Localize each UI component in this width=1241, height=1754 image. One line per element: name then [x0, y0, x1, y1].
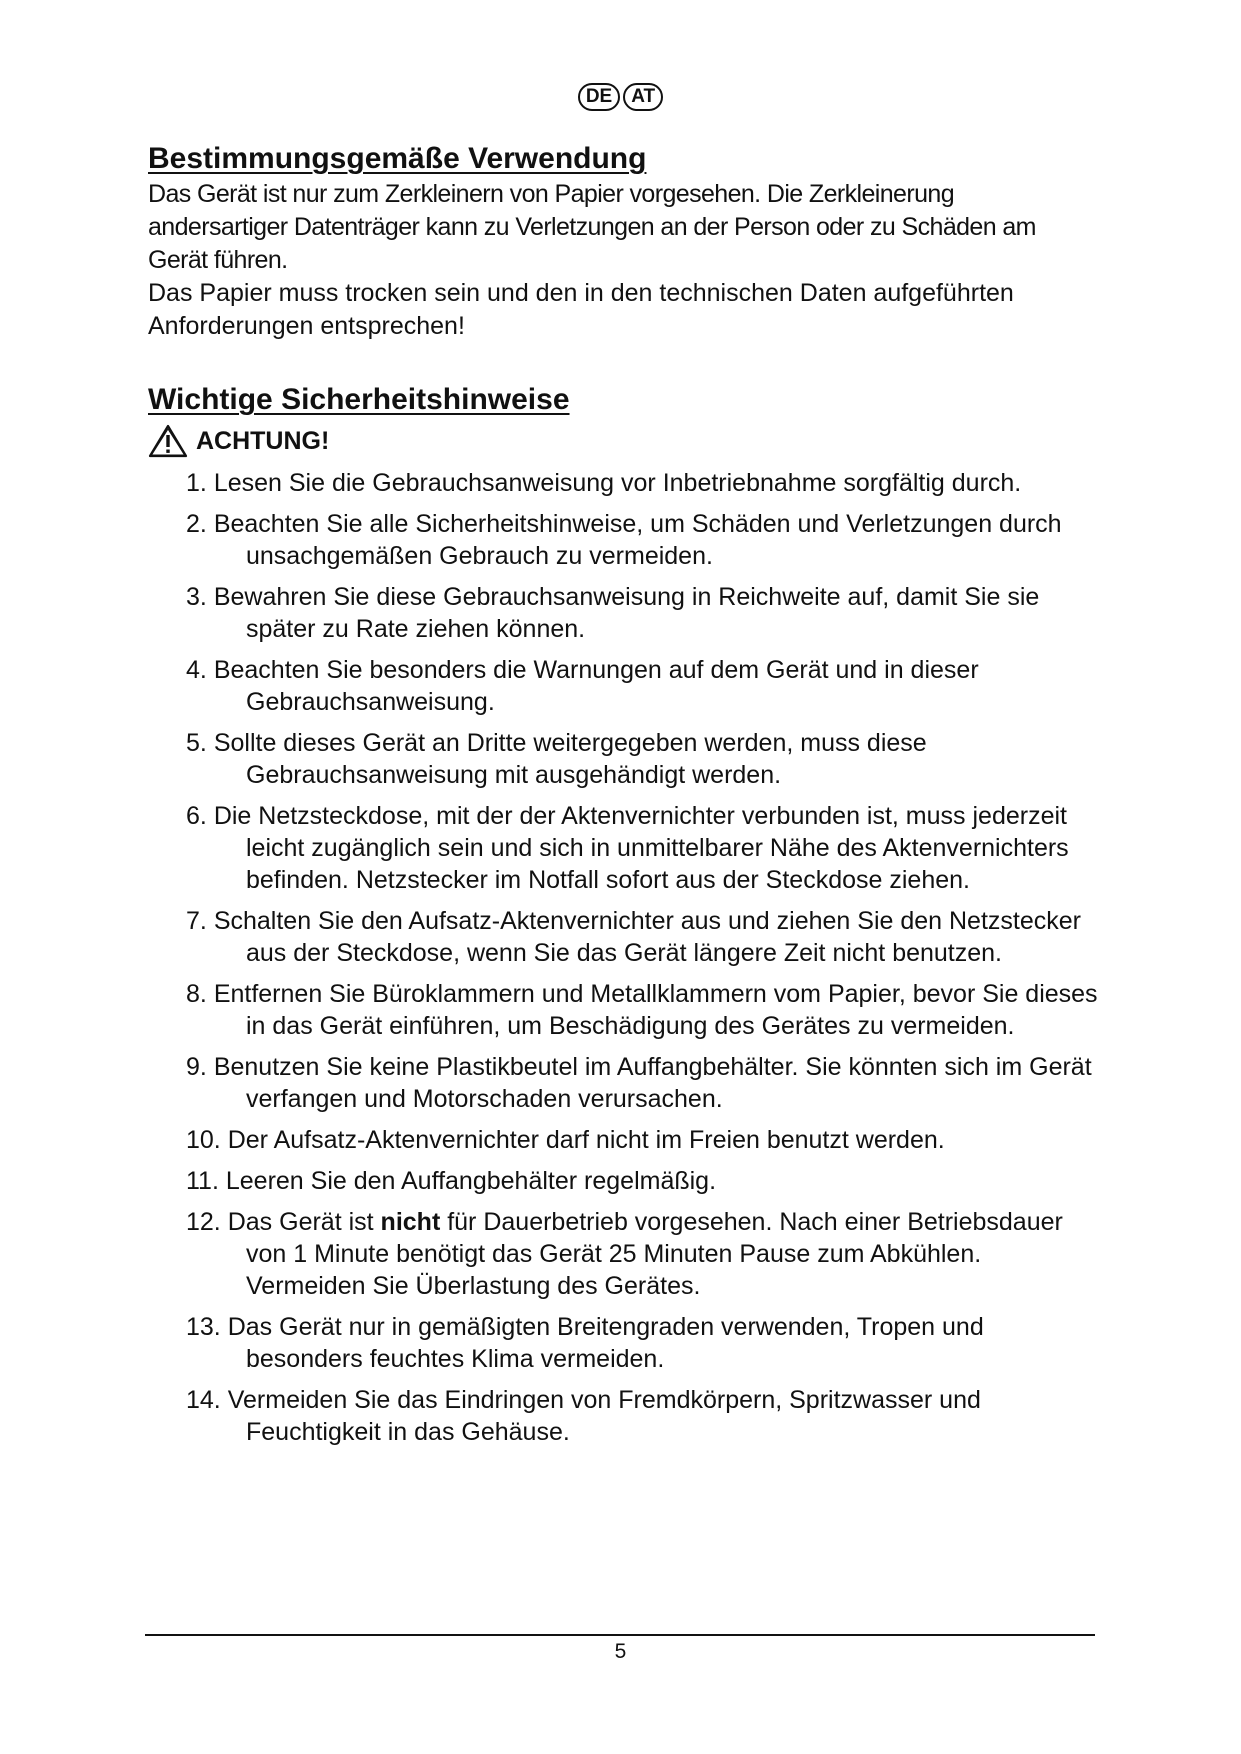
language-badge-at: AT [623, 83, 663, 111]
list-item [148, 727, 1098, 791]
list-item-text-after: für Dauerbetrieb vorgesehen. Nach einer Betriebsdauer von 1 Minute benötigt das Gerät 25 Minuten Pause zum Abkühlen. Vermeiden Sie Überlastung des Gerätes. [246, 1208, 1063, 1300]
list-item [148, 1206, 1098, 1302]
list-item-number: 10. [186, 1126, 221, 1154]
list-item-number: 2. [186, 510, 207, 538]
warning-triangle-icon [148, 423, 188, 459]
list-item [148, 905, 1098, 969]
list-item-number: 7. [186, 907, 207, 935]
list-item [148, 581, 1098, 645]
list-item [148, 1051, 1098, 1115]
list-item-number: 5. [186, 729, 207, 757]
intended-use-paragraph-1: Das Gerät ist nur zum Zerkleinern von Papier vorgesehen. Die Zerkleinerung andersartiger Datenträger kann zu Verletzungen an der Person oder zu Schäden am Gerät führen. [148, 180, 1036, 274]
list-item-text: Entfernen Sie Büroklammern und Metallklammern vom Papier, bevor Sie dieses in das Gerät einführen, um Beschädigung des Gerätes zu vermeiden. [213, 980, 1098, 1040]
list-item-text: Das Gerät nur in gemäßigten Breitengraden verwenden, Tropen und besonders feuchtes Klima vermeiden. [227, 1313, 984, 1373]
page-number: 5 [614, 1640, 627, 1663]
list-item [148, 1165, 1098, 1197]
list-item-text: Leeren Sie den Auffangbehälter regelmäßig. [225, 1167, 717, 1195]
list-item-number: 13. [186, 1313, 221, 1341]
list-item-text: Die Netzsteckdose, mit der der Aktenvernichter verbunden ist, muss jederzeit leicht zugänglich sein und sich in unmittelbarer Nähe des Aktenvernichters befinden. Netzstecker im Notfall sofort aus der Steckdose ziehen. [213, 802, 1069, 894]
list-item-text [228, 1208, 1063, 1300]
list-item [148, 978, 1098, 1042]
list-item-text: Sollte dieses Gerät an Dritte weitergegeben werden, muss diese Gebrauchsanweisung mit ausgehändigt werden. [213, 729, 927, 789]
list-item-number: 3. [186, 583, 207, 611]
language-badges [0, 83, 1241, 111]
intended-use-paragraph-2: Das Papier muss trocken sein und den in den technischen Daten aufgeführten Anforderungen entsprechen! [148, 279, 1014, 340]
list-item-number: 1. [186, 469, 207, 497]
language-badge-de: DE [578, 83, 620, 111]
list-item-text: Vermeiden Sie das Eindringen von Fremdkörpern, Spritzwasser und Feuchtigkeit in das Gehäuse. [227, 1386, 981, 1446]
list-item [148, 508, 1098, 572]
safety-section [148, 381, 1098, 1448]
footer-divider [145, 1634, 1095, 1636]
list-item-text-bold: nicht [380, 1208, 441, 1236]
list-item [148, 1124, 1098, 1156]
list-item-number: 6. [186, 802, 207, 830]
list-item-number: 4. [186, 656, 207, 684]
list-item [148, 800, 1098, 896]
list-item-text: Bewahren Sie diese Gebrauchsanweisung in Reichweite auf, damit Sie sie später zu Rate ziehen können. [213, 583, 1040, 643]
warning-callout [148, 423, 1098, 459]
list-item-number: 9. [186, 1053, 207, 1081]
safety-heading: Wichtige Sicherheitshinweise [148, 383, 570, 416]
warning-label: ACHTUNG! [196, 427, 330, 455]
list-item-number: 11. [186, 1167, 219, 1195]
list-item-text: Der Aufsatz-Aktenvernichter darf nicht im Freien benutzt werden. [227, 1126, 945, 1154]
list-item-text: Beachten Sie alle Sicherheitshinweise, um Schäden und Verletzungen durch unsachgemäßen Gebrauch zu vermeiden. [213, 510, 1062, 570]
list-item-text: Schalten Sie den Aufsatz-Aktenvernichter aus und ziehen Sie den Netzstecker aus der Steckdose, wenn Sie das Gerät längere Zeit nicht benutzen. [213, 907, 1081, 967]
safety-rules-list [148, 467, 1098, 1448]
list-item [148, 1311, 1098, 1375]
main-content [148, 140, 1098, 1457]
list-item [148, 1384, 1098, 1448]
list-item-text-before: Das Gerät ist [227, 1208, 381, 1236]
list-item-number: 8. [186, 980, 207, 1008]
intended-use-section [148, 140, 1098, 343]
list-item-number: 12. [186, 1208, 221, 1236]
list-item [148, 467, 1098, 499]
intended-use-heading: Bestimmungsgemäße Verwendung [148, 142, 647, 175]
list-item-number: 14. [186, 1386, 221, 1414]
list-item-text: Benutzen Sie keine Plastikbeutel im Auffangbehälter. Sie könnten sich im Gerät verfangen und Motorschaden verursachen. [213, 1053, 1092, 1113]
list-item-text: Lesen Sie die Gebrauchsanweisung vor Inbetriebnahme sorgfältig durch. [213, 469, 1022, 497]
list-item-text: Beachten Sie besonders die Warnungen auf dem Gerät und in dieser Gebrauchsanweisung. [213, 656, 979, 716]
list-item [148, 654, 1098, 718]
